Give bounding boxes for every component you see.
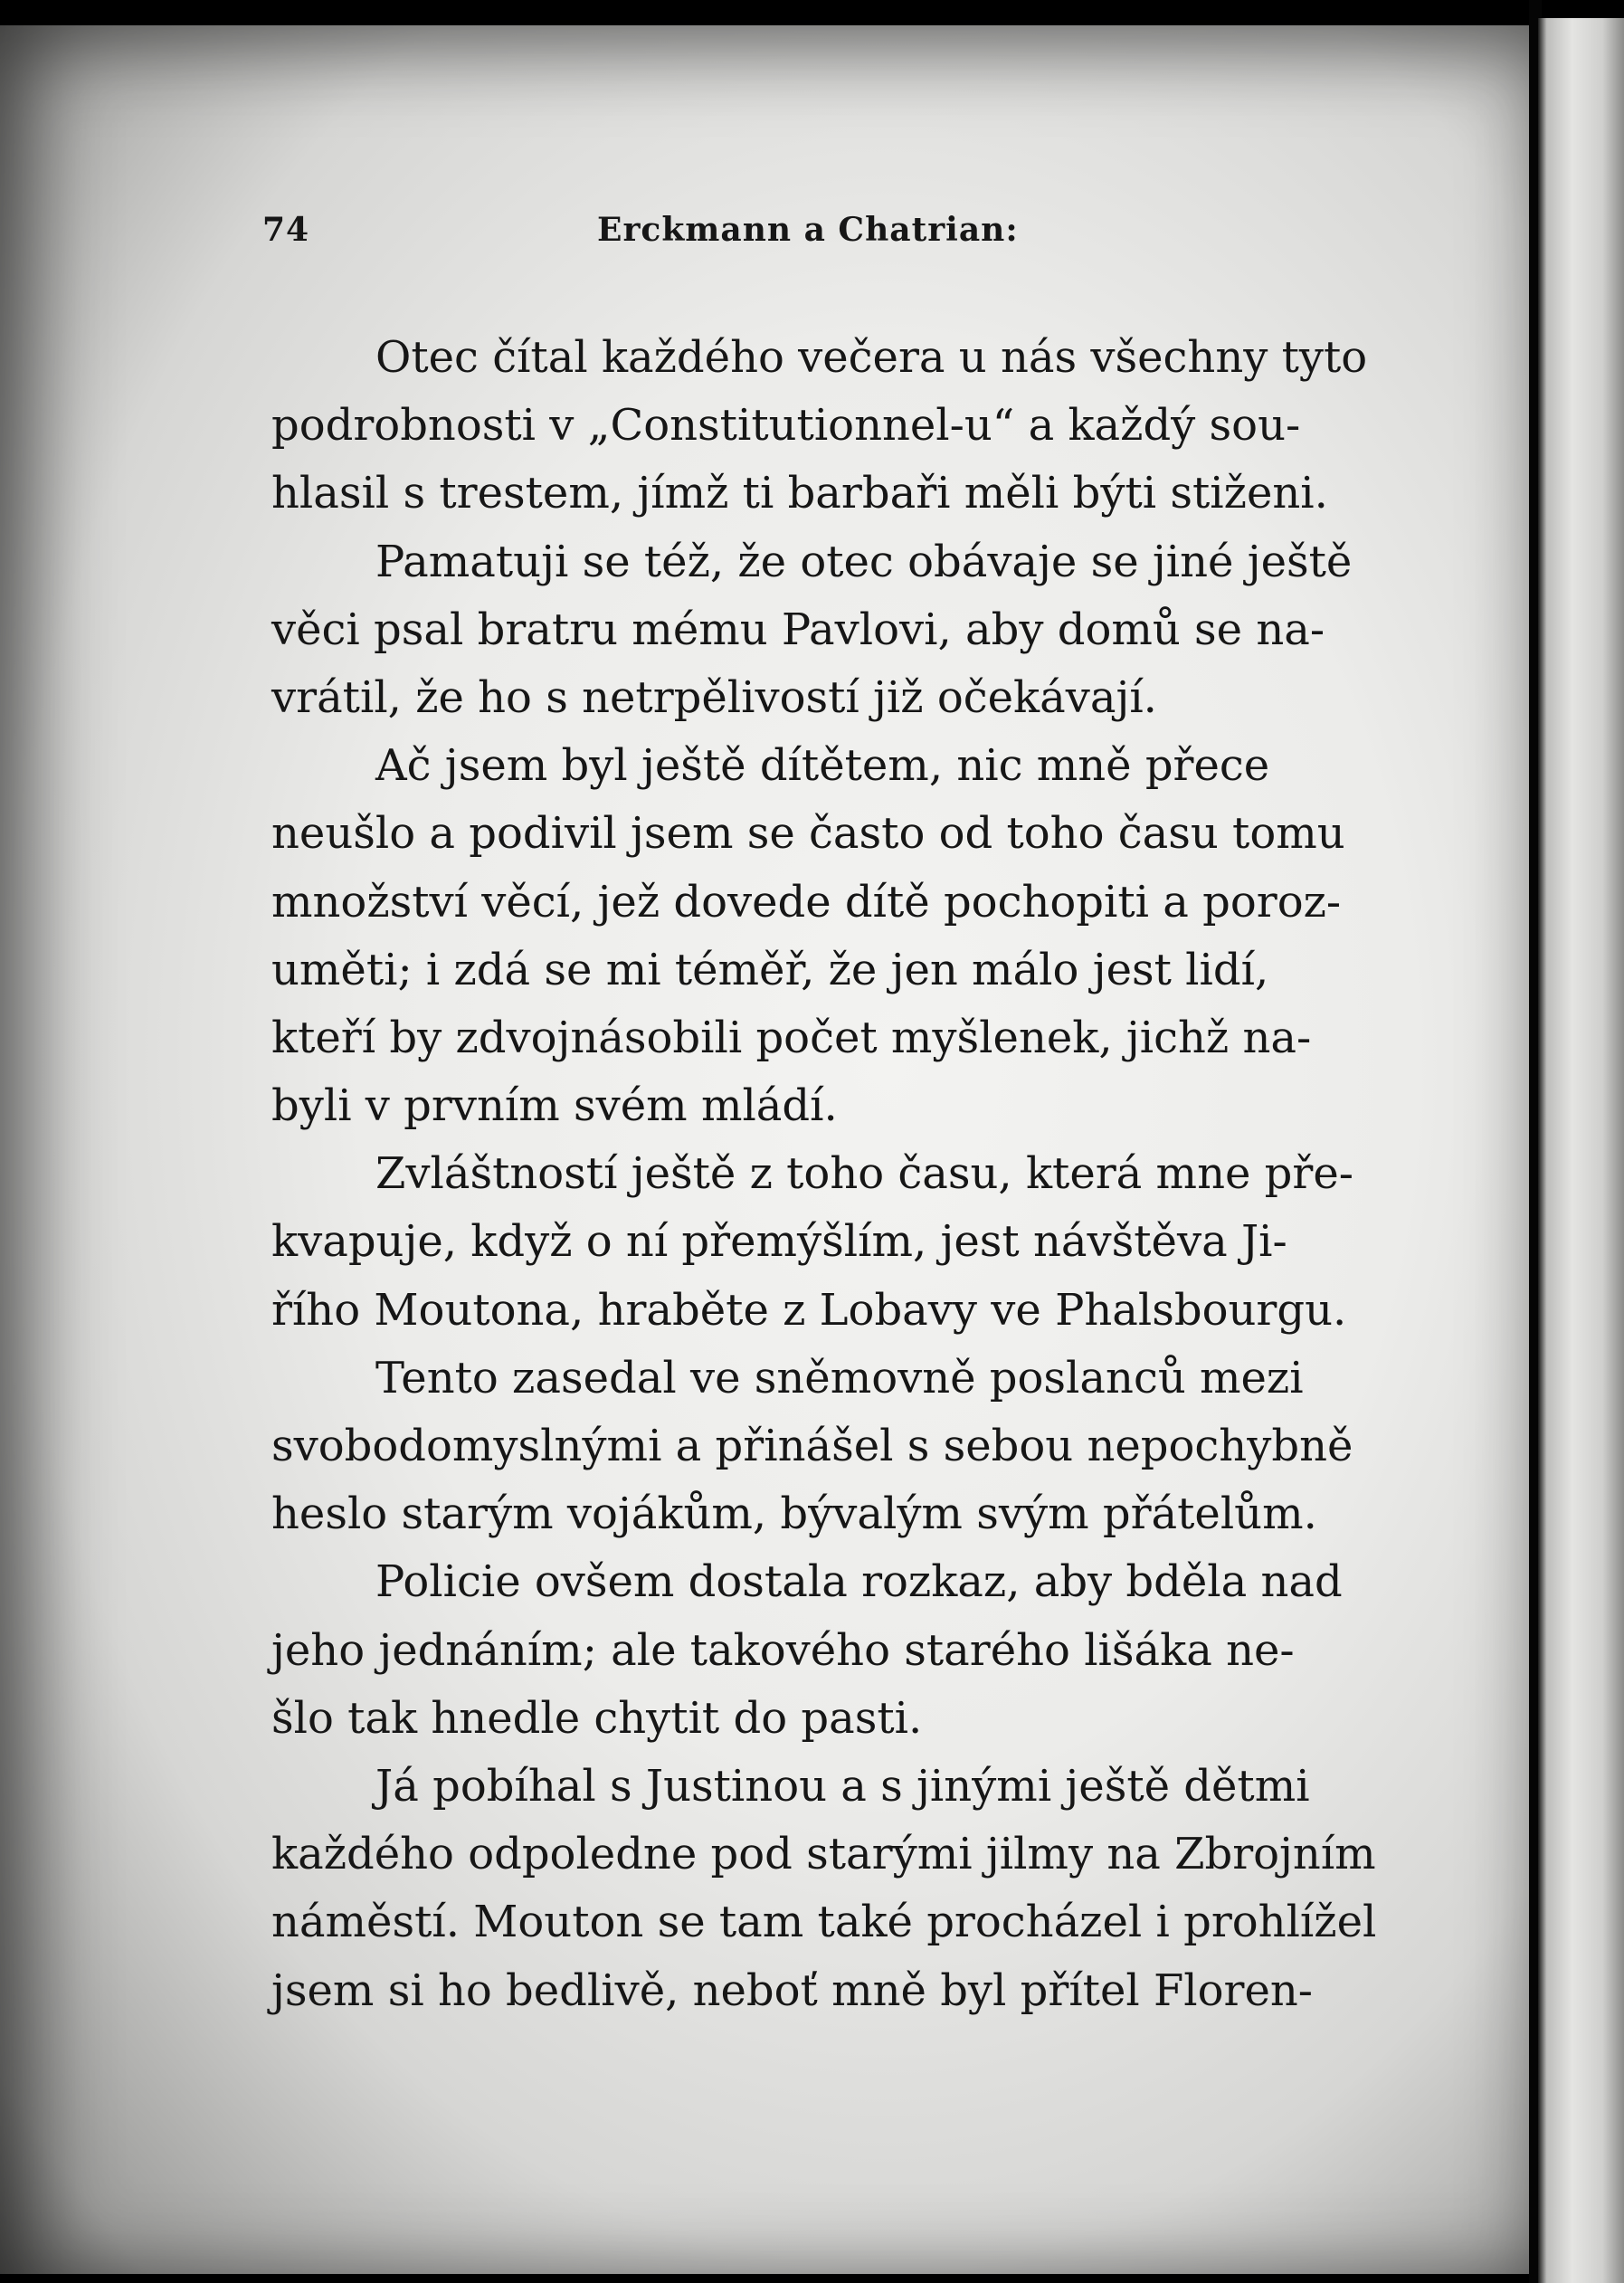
- paragraph-3-line-6: byli v prvním svém mládí.: [271, 1080, 838, 1132]
- paragraph-5-line-3: heslo starým vojákům, bývalým svým přátelům.: [271, 1489, 1317, 1540]
- page-number: 74: [262, 211, 310, 249]
- paragraph-4-line-3: řího Moutona, hraběte z Lobavy ve Phalsbourgu.: [271, 1284, 1347, 1336]
- running-title: Erckmann a Chatrian:: [597, 211, 1019, 249]
- book-page: [0, 25, 1529, 2274]
- paragraph-4-line-2: kvapuje, když o ní přemýšlím, jest návštěva Ji-: [271, 1216, 1287, 1268]
- paragraph-3-line-2: neušlo a podivil jsem se často od toho času tomu: [271, 808, 1345, 860]
- paragraph-5-line-1: Tento zasedal ve sněmovně poslanců mezi: [375, 1352, 1304, 1403]
- paragraph-1-line-2: podrobnosti v „Constitutionnel-u“ a každý sou-: [271, 400, 1301, 452]
- next-page-edge: [1538, 18, 1624, 2283]
- paragraph-7-line-1: Já pobíhal s Justinou a s jinými ještě dětmi: [375, 1760, 1310, 1812]
- paragraph-6-line-3: šlo tak hnedle chytit do pasti.: [271, 1692, 923, 1744]
- paragraph-1-line-1: Otec čítal každého večera u nás všechny tyto: [375, 332, 1368, 383]
- paragraph-3-line-3: množství věcí, jež dovede dítě pochopiti a poroz-: [271, 876, 1342, 927]
- paragraph-3-line-4: uměti; i zdá se mi téměř, že jen málo jest lidí,: [271, 944, 1269, 995]
- page-header: [262, 211, 1019, 262]
- page-body: [271, 324, 1377, 2025]
- paragraph-6-line-2: jeho jednáním; ale takového starého lišáka ne-: [271, 1624, 1295, 1676]
- paragraph-3-line-1: Ač jsem byl ještě dítětem, nic mně přece: [375, 740, 1270, 792]
- paragraph-2-line-3: vrátil, že ho s netrpělivostí již očekávají.: [271, 671, 1157, 723]
- paragraph-7-line-2: každého odpoledne pod starými jilmy na Zbrojním: [271, 1829, 1376, 1880]
- paragraph-2-line-2: věci psal bratru mému Pavlovi, aby domů se na-: [271, 604, 1325, 655]
- paragraph-7-line-4: jsem si ho bedlivě, neboť mně byl přítel Floren-: [271, 1964, 1314, 2016]
- paragraph-4-line-1: Zvláštností ještě z toho času, která mne pře-: [375, 1148, 1353, 1200]
- paragraph-3-line-5: kteří by zdvojnásobili počet myšlenek, jichž na-: [271, 1012, 1312, 1063]
- paragraph-6-line-1: Policie ovšem dostala rozkaz, aby bděla nad: [375, 1556, 1343, 1608]
- paragraph-7-line-3: náměstí. Mouton se tam také procházel i prohlížel: [271, 1897, 1377, 1948]
- paragraph-1-line-3: hlasil s trestem, jímž ti barbaři měli býti stiženi.: [271, 468, 1328, 519]
- paragraph-5-line-2: svobodomyslnými a přinášel s sebou nepochybně: [271, 1421, 1353, 1471]
- paragraph-2-line-1: Pamatuji se též, že otec obávaje se jiné ještě: [375, 536, 1353, 587]
